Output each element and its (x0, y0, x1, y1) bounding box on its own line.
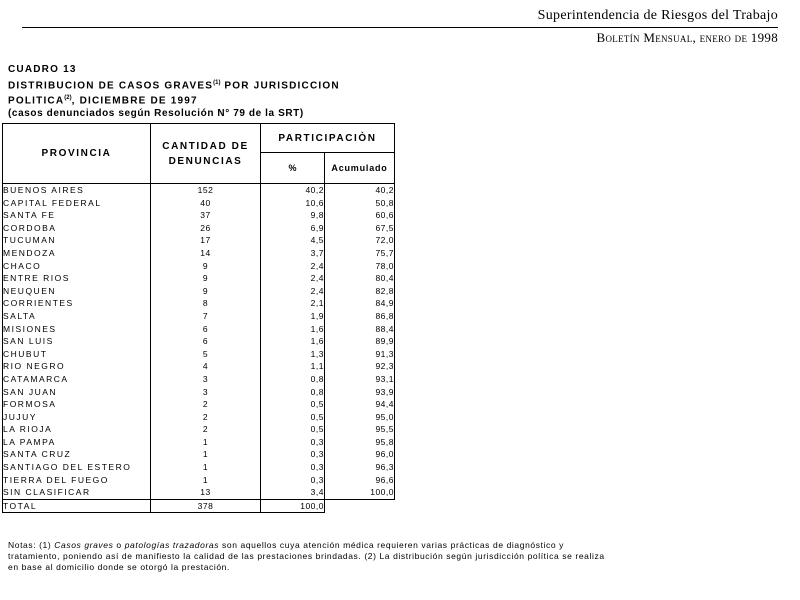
cell-pct: 3,4 (261, 486, 325, 499)
cell-cantidad: 1 (151, 436, 261, 449)
table-row (3, 260, 395, 273)
cell-acumulado: 50,8 (325, 197, 395, 210)
cell-pct: 4,5 (261, 234, 325, 247)
notes-body: son aquellos cuya atención médica requieren varias prácticas de diagnóstico y tratamiento, poniendo así de manifiesto la calidad de las prestaciones brindadas. (2) La distribución según jurisdicción política se realiza en base al domicilio donde se otorgó la prestación. (8, 540, 605, 572)
cell-pct: 0,5 (261, 398, 325, 411)
total-acumulado-empty (325, 499, 395, 513)
notes-connector: o (113, 540, 125, 550)
cell-provincia: NEUQUEN (3, 285, 151, 298)
header-rule (22, 27, 778, 28)
publisher-title: Superintendencia de Riesgos del Trabajo (537, 8, 778, 23)
header-cantidad-line2: DENUNCIAS (168, 155, 243, 167)
cell-cantidad: 1 (151, 461, 261, 474)
cell-pct: 2,4 (261, 272, 325, 285)
cell-provincia: CORDOBA (3, 222, 151, 235)
cell-acumulado: 82,8 (325, 285, 395, 298)
cell-provincia: LA PAMPA (3, 436, 151, 449)
cell-pct: 10,6 (261, 197, 325, 210)
cell-provincia: RIO NEGRO (3, 360, 151, 373)
cell-provincia: MISIONES (3, 323, 151, 336)
cell-cantidad: 37 (151, 209, 261, 222)
cell-cantidad: 2 (151, 398, 261, 411)
table-row (3, 234, 395, 247)
cell-pct: 0,3 (261, 461, 325, 474)
table-row (3, 436, 395, 449)
cell-cantidad: 14 (151, 247, 261, 260)
cell-pct: 0,3 (261, 436, 325, 449)
cell-cantidad: 26 (151, 222, 261, 235)
header-acumulado: Acumulado (325, 153, 395, 184)
cell-provincia: SALTA (3, 310, 151, 323)
cell-acumulado: 86,8 (325, 310, 395, 323)
cell-provincia: CHUBUT (3, 348, 151, 361)
cell-cantidad: 2 (151, 411, 261, 424)
caption-line-4: (casos denunciados según Resolución N° 79 de la SRT) (8, 108, 304, 120)
table-row (3, 423, 395, 436)
table-row (3, 335, 395, 348)
cell-pct: 2,4 (261, 260, 325, 273)
cell-acumulado: 95,8 (325, 436, 395, 449)
cell-pct: 9,8 (261, 209, 325, 222)
cell-acumulado: 94,4 (325, 398, 395, 411)
cell-cantidad: 1 (151, 448, 261, 461)
cell-provincia: CHACO (3, 260, 151, 273)
cell-pct: 1,9 (261, 310, 325, 323)
table-notes (8, 540, 608, 573)
table-row (3, 323, 395, 336)
table-row (3, 310, 395, 323)
cell-acumulado: 75,7 (325, 247, 395, 260)
bulletin-subtitle: Boletín Mensual, enero de 1998 (596, 30, 778, 45)
table-row (3, 474, 395, 487)
cases-table (2, 123, 395, 513)
cell-acumulado: 67,5 (325, 222, 395, 235)
cell-cantidad: 1 (151, 474, 261, 487)
cell-acumulado: 96,3 (325, 461, 395, 474)
cell-cantidad: 9 (151, 260, 261, 273)
cell-pct: 1,6 (261, 323, 325, 336)
cell-provincia: LA RIOJA (3, 423, 151, 436)
cell-cantidad: 6 (151, 323, 261, 336)
total-row (3, 499, 395, 513)
notes-prefix: Notas: (1) (8, 540, 55, 550)
caption-line-2-text-b: POR JURISDICCION (220, 79, 340, 91)
cell-pct: 2,4 (261, 285, 325, 298)
caption-line-3-text: POLITICA (8, 95, 65, 107)
cell-provincia: TUCUMAN (3, 234, 151, 247)
cell-acumulado: 72,0 (325, 234, 395, 247)
cell-provincia: SANTA FE (3, 209, 151, 222)
cell-cantidad: 40 (151, 197, 261, 210)
cell-acumulado: 60,6 (325, 209, 395, 222)
table-row (3, 486, 395, 499)
cell-acumulado: 93,9 (325, 386, 395, 399)
table-row (3, 386, 395, 399)
cell-pct: 0,8 (261, 386, 325, 399)
table-row (3, 348, 395, 361)
cell-acumulado: 89,9 (325, 335, 395, 348)
cell-provincia: SIN CLASIFICAR (3, 486, 151, 499)
footnote-ref-1: (1) (213, 79, 221, 86)
cell-pct: 40,2 (261, 184, 325, 197)
cell-cantidad: 3 (151, 386, 261, 399)
table-caption (8, 64, 340, 121)
table-row (3, 197, 395, 210)
cell-cantidad: 6 (151, 335, 261, 348)
table-row (3, 209, 395, 222)
header-pct: % (261, 153, 325, 184)
total-cantidad: 378 (151, 499, 261, 513)
cell-pct: 1,1 (261, 360, 325, 373)
table-row (3, 411, 395, 424)
total-label: TOTAL (3, 499, 151, 513)
cell-acumulado: 100,0 (325, 486, 395, 499)
cell-provincia: CORRIENTES (3, 297, 151, 310)
cell-cantidad: 152 (151, 184, 261, 197)
cell-provincia: SANTA CRUZ (3, 448, 151, 461)
table-row (3, 222, 395, 235)
cell-acumulado: 95,0 (325, 411, 395, 424)
cell-provincia: MENDOZA (3, 247, 151, 260)
cell-acumulado: 96,0 (325, 448, 395, 461)
cell-cantidad: 9 (151, 272, 261, 285)
cell-pct: 1,3 (261, 348, 325, 361)
cell-acumulado: 40,2 (325, 184, 395, 197)
cell-pct: 0,5 (261, 411, 325, 424)
caption-line-3-text-b: , DICIEMBRE DE 1997 (71, 95, 198, 107)
cell-acumulado: 84,9 (325, 297, 395, 310)
cell-provincia: SAN JUAN (3, 386, 151, 399)
caption-line-2 (8, 77, 340, 93)
cell-acumulado: 91,3 (325, 348, 395, 361)
cell-cantidad: 3 (151, 373, 261, 386)
table-row (3, 373, 395, 386)
cell-provincia: SANTIAGO DEL ESTERO (3, 461, 151, 474)
cell-acumulado: 96,6 (325, 474, 395, 487)
table-row (3, 448, 395, 461)
cell-cantidad: 5 (151, 348, 261, 361)
cell-provincia: SAN LUIS (3, 335, 151, 348)
cell-pct: 0,3 (261, 448, 325, 461)
cell-cantidad: 2 (151, 423, 261, 436)
cell-cantidad: 9 (151, 285, 261, 298)
cell-provincia: FORMOSA (3, 398, 151, 411)
table-row (3, 272, 395, 285)
notes-term-patologias: patologías trazadoras (124, 540, 220, 550)
cell-pct: 2,1 (261, 297, 325, 310)
notes-term-casos-graves: Casos graves (54, 540, 114, 550)
cell-cantidad: 4 (151, 360, 261, 373)
cell-pct: 0,8 (261, 373, 325, 386)
cell-pct: 0,3 (261, 474, 325, 487)
cell-pct: 6,9 (261, 222, 325, 235)
header-cantidad (151, 124, 261, 184)
header-participacion: PARTICIPACIÒN (261, 124, 395, 153)
cell-provincia: BUENOS AIRES (3, 184, 151, 197)
cell-acumulado: 92,3 (325, 360, 395, 373)
cell-provincia: ENTRE RIOS (3, 272, 151, 285)
table-row (3, 247, 395, 260)
table-row (3, 398, 395, 411)
caption-line-3 (8, 92, 340, 108)
cell-provincia: CAPITAL FEDERAL (3, 197, 151, 210)
caption-line-1: CUADRO 13 (8, 64, 77, 75)
cell-cantidad: 13 (151, 486, 261, 499)
caption-line-2-text: DISTRIBUCION DE CASOS GRAVES (8, 79, 214, 91)
cell-provincia: JUJUY (3, 411, 151, 424)
footnote-ref-2: (2) (64, 95, 72, 102)
total-pct: 100,0 (261, 499, 325, 513)
cell-cantidad: 7 (151, 310, 261, 323)
cell-provincia: TIERRA DEL FUEGO (3, 474, 151, 487)
cell-acumulado: 80,4 (325, 272, 395, 285)
cell-acumulado: 88,4 (325, 323, 395, 336)
cell-acumulado: 78,0 (325, 260, 395, 273)
table-body (3, 184, 395, 513)
table-row (3, 285, 395, 298)
cell-pct: 3,7 (261, 247, 325, 260)
header-provincia: PROVINCIA (3, 124, 151, 184)
cell-pct: 0,5 (261, 423, 325, 436)
table-row (3, 297, 395, 310)
table-row (3, 360, 395, 373)
cell-cantidad: 17 (151, 234, 261, 247)
cell-pct: 1,6 (261, 335, 325, 348)
header-cantidad-line1: CANTIDAD DE (162, 140, 249, 152)
table-row (3, 184, 395, 197)
cell-acumulado: 93,1 (325, 373, 395, 386)
cell-acumulado: 95,5 (325, 423, 395, 436)
table-row (3, 461, 395, 474)
cell-cantidad: 8 (151, 297, 261, 310)
cell-provincia: CATAMARCA (3, 373, 151, 386)
